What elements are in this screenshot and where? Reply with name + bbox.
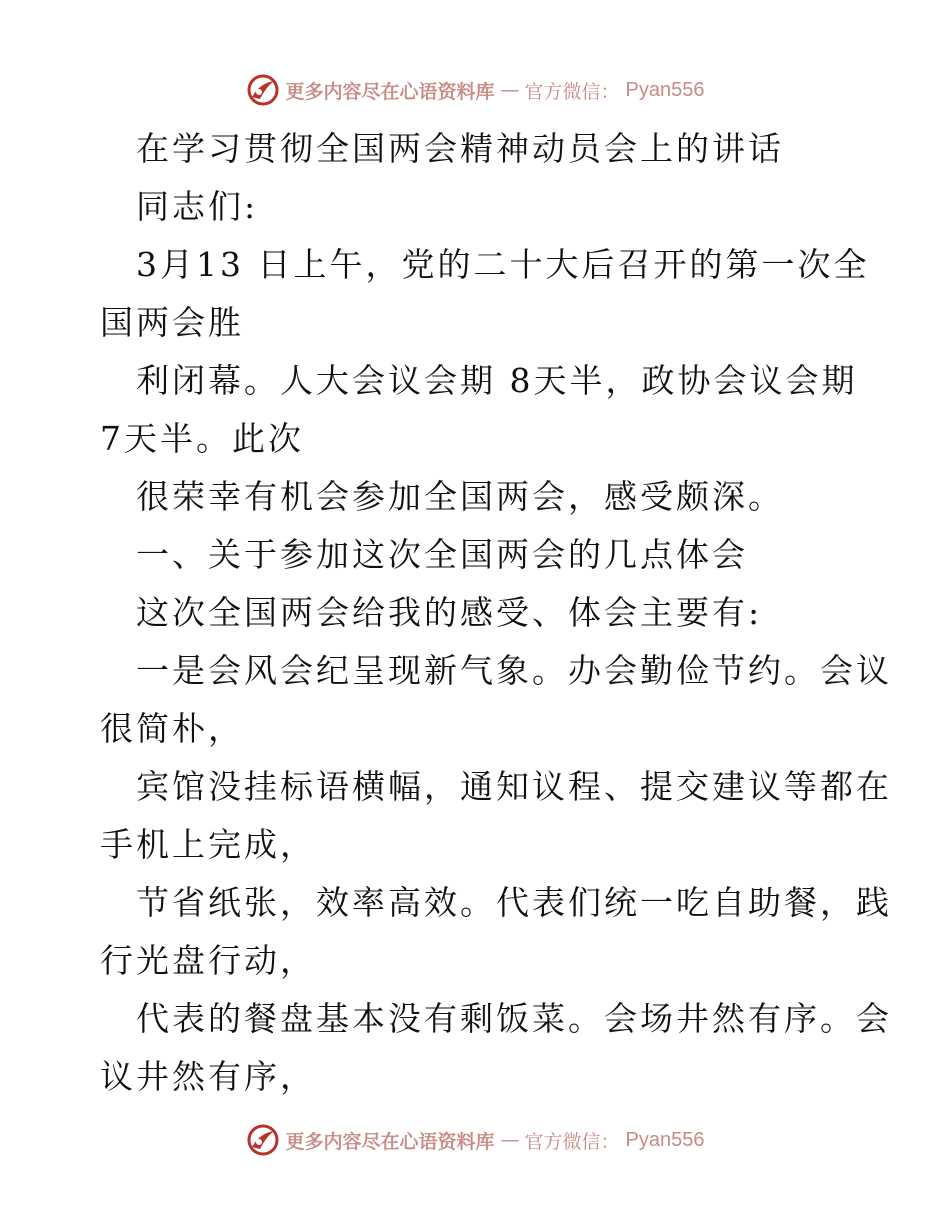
paragraph-line: 国两会胜 (100, 303, 244, 342)
banner-main-text: 更多内容尽在心语资料库 (285, 1130, 495, 1153)
document-title: 在学习贯彻全国两会精神动员会上的讲话 (136, 129, 784, 168)
paragraph-line: 一是会风会纪呈现新气象。办会勤俭节约。会议 (136, 651, 892, 690)
paragraph-line: 很简朴， (100, 709, 244, 748)
paragraph-line: 议井然有序， (100, 1057, 316, 1096)
banner-wechat-id: Pyan556 (625, 78, 705, 101)
paragraph-line: 代表的餐盘基本没有剩饭菜。会场井然有序。会 (136, 999, 892, 1038)
footer-banner (0, 1120, 950, 1160)
pen-logo-icon (246, 1123, 280, 1157)
paragraph-line: 这次全国两会给我的感受、体会主要有: (136, 593, 763, 632)
paragraph-line: 很荣幸有机会参加全国两会，感受颇深。 (136, 477, 784, 516)
banner-dash: — (500, 1129, 519, 1151)
pen-logo-icon (246, 73, 280, 107)
salutation: 同志们: (136, 187, 259, 226)
paragraph-line: 行光盘行动， (100, 941, 316, 980)
banner-content (246, 73, 705, 107)
header-banner (0, 70, 950, 110)
paragraph-line: 节省纸张，效率高效。代表们统一吃自助餐，践 (136, 883, 892, 922)
banner-wechat-id: Pyan556 (625, 1128, 705, 1151)
paragraph-line: 宾馆没挂标语横幅，通知议程、提交建议等都在 (136, 767, 892, 806)
banner-dash: — (500, 79, 519, 101)
paragraph-line: 7天半。此次 (100, 419, 304, 458)
banner-content (246, 1123, 705, 1157)
banner-sub-text: 官方微信： (524, 1130, 620, 1153)
paragraph-line: 利闭幕。人大会议会期 8天半，政协会议会期 (136, 361, 858, 400)
banner-main-text: 更多内容尽在心语资料库 (285, 80, 495, 103)
section-heading: 一、关于参加这次全国两会的几点体会 (136, 535, 748, 574)
document-body (100, 120, 892, 1106)
paragraph-line: 3月13 日上午，党的二十大后召开的第一次全 (136, 245, 870, 284)
paragraph-line: 手机上完成， (100, 825, 316, 864)
banner-sub-text: 官方微信： (524, 80, 620, 103)
